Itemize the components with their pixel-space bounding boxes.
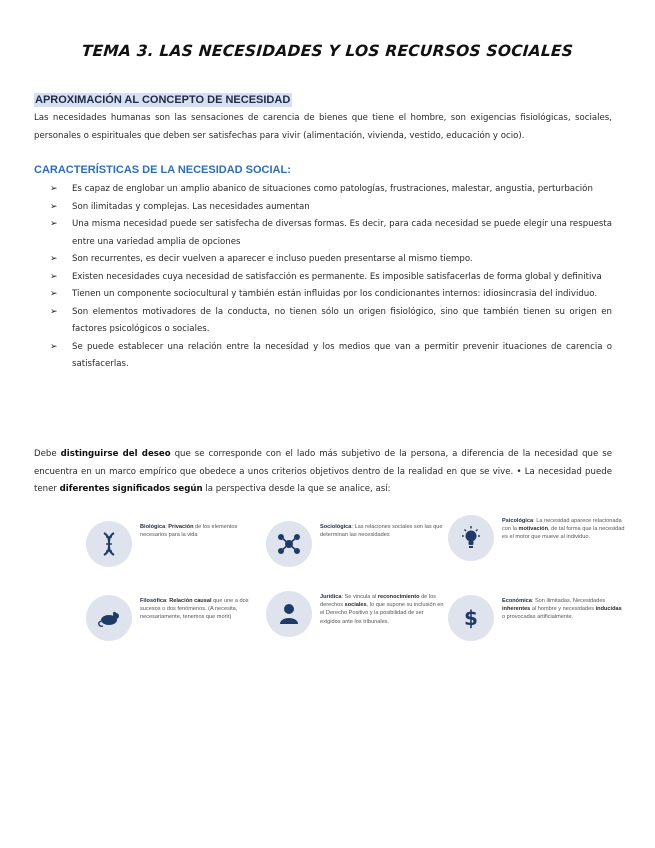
characteristics-list: [50, 181, 612, 374]
arrow-bullet-icon: ➢: [50, 341, 58, 352]
arrow-bullet-icon: ➢: [50, 254, 58, 264]
perspective-sociologica: [266, 521, 446, 579]
network-icon: [266, 521, 312, 567]
list-item: ➢ Existen necesidades cuya necesidad de satisfacción es permanente. Es imposible satisfacerlas de forma global y definitiva: [50, 269, 612, 287]
perspective-text: Filosófica: Relación causal que une a dos sucesos o dos fenómenos. (A necesita, necesariamente, tenemos que morir): [140, 598, 249, 621]
person-icon: [266, 591, 312, 637]
perspective-psicologica: [448, 515, 628, 573]
list-item: ➢ Tienen un componente sociocultural y también están influidas por los condicionantes internos: idiosincrasia del individuo.: [50, 286, 612, 304]
dollar-icon: [448, 595, 494, 641]
perspective-text: Biológica: Privación de los elementos necesarios para la vida: [140, 524, 238, 539]
list-item: ➢ Es capaz de englobar un amplio abanico de situaciones como patologías, frustraciones, malestar, angustia, perturbación: [50, 181, 612, 199]
lightbulb-head-icon: [448, 515, 494, 561]
list-item: ➢ Son ilimitadas y complejas. Las necesidades aumentan: [50, 199, 612, 217]
perspective-text: Económica: Son ilimitadas. Necesidades inherentes al hombre y necesidades inducidas o provocadas artificialmente.: [502, 598, 622, 621]
arrow-bullet-icon: ➢: [50, 219, 58, 229]
concept-paragraph: Las necesidades humanas son las sensaciones de carencia de bienes que tiene el hombre, son exigencias fisiológicas, sociales, personales o espirituales que deben ser satisfechas para vivir (alimentación, vivienda, vestido, educación y ocio).: [34, 113, 612, 141]
svg-text:$: $: [464, 606, 478, 630]
perspective-economica: [448, 595, 628, 653]
arrow-bullet-icon: ➢: [50, 184, 58, 194]
rat-icon: [86, 595, 132, 641]
page-title: TEMA 3. LAS NECESIDADES Y LOS RECURSOS SOCIALES: [81, 42, 574, 60]
list-item: ➢ Son recurrentes, es decir vuelven a aparecer e incluso pueden presentarse al mismo tiempo.: [50, 251, 612, 269]
section-heading-concepto: APROXIMACIÓN AL CONCEPTO DE NECESIDAD: [35, 94, 291, 106]
arrow-bullet-icon: ➢: [50, 289, 58, 299]
perspective-text: Sociológica: Las relaciones sociales son las que determinan las necesidades: [320, 524, 443, 539]
list-item: ➢ Se puede establecer una relación entre la necesidad y los medios que van a permitir prevenir ituaciones de carencia o satisfacerlas.: [50, 339, 612, 374]
list-item: ➢ Son elementos motivadores de la conducta, no tienen sólo un origen fisiológico, sino que también tienen su origen en factores psicológicos o sociales.: [50, 304, 612, 339]
perspective-biologica: [86, 521, 266, 579]
perspectives-grid: [86, 515, 625, 655]
arrow-bullet-icon: ➢: [50, 201, 58, 212]
perspective-text: Psicológica: La necesidad aparece relacionada con la motivación, de tal forma que la necesidad es el motor que mueve al individuo.: [502, 518, 625, 541]
dna-icon: [86, 521, 132, 567]
arrow-bullet-icon: ➢: [50, 271, 58, 282]
perspective-text: Jurídica: Se vincula al reconocimiento de los derechos sociales, lo que supone su inclusión en el Derecho Positivo y la posibilidad de ser exigidos ante los tribunales.: [320, 594, 444, 625]
perspective-filosofica: [86, 595, 266, 653]
desire-paragraph: Debe distinguirse del deseo que se corresponde con el lado más subjetivo de la persona, a diferencia de la necesidad que se encuentra en un marco empírico que obedece a unos criterios objetivos dentro de la realidad en que se vive. • La necesidad puede tener diferentes significados según la perspectiva desde la que se analice, así:: [34, 449, 612, 494]
section-heading-caracteristicas: CARACTERÍSTICAS DE LA NECESIDAD SOCIAL:: [34, 164, 291, 176]
perspective-juridica: [266, 591, 446, 649]
arrow-bullet-icon: ➢: [50, 306, 58, 317]
list-item: ➢ Una misma necesidad puede ser satisfecha de diversas formas. Es decir, para cada necesidad se puede elegir una respuesta entre una variedad amplia de opciones: [50, 216, 612, 251]
